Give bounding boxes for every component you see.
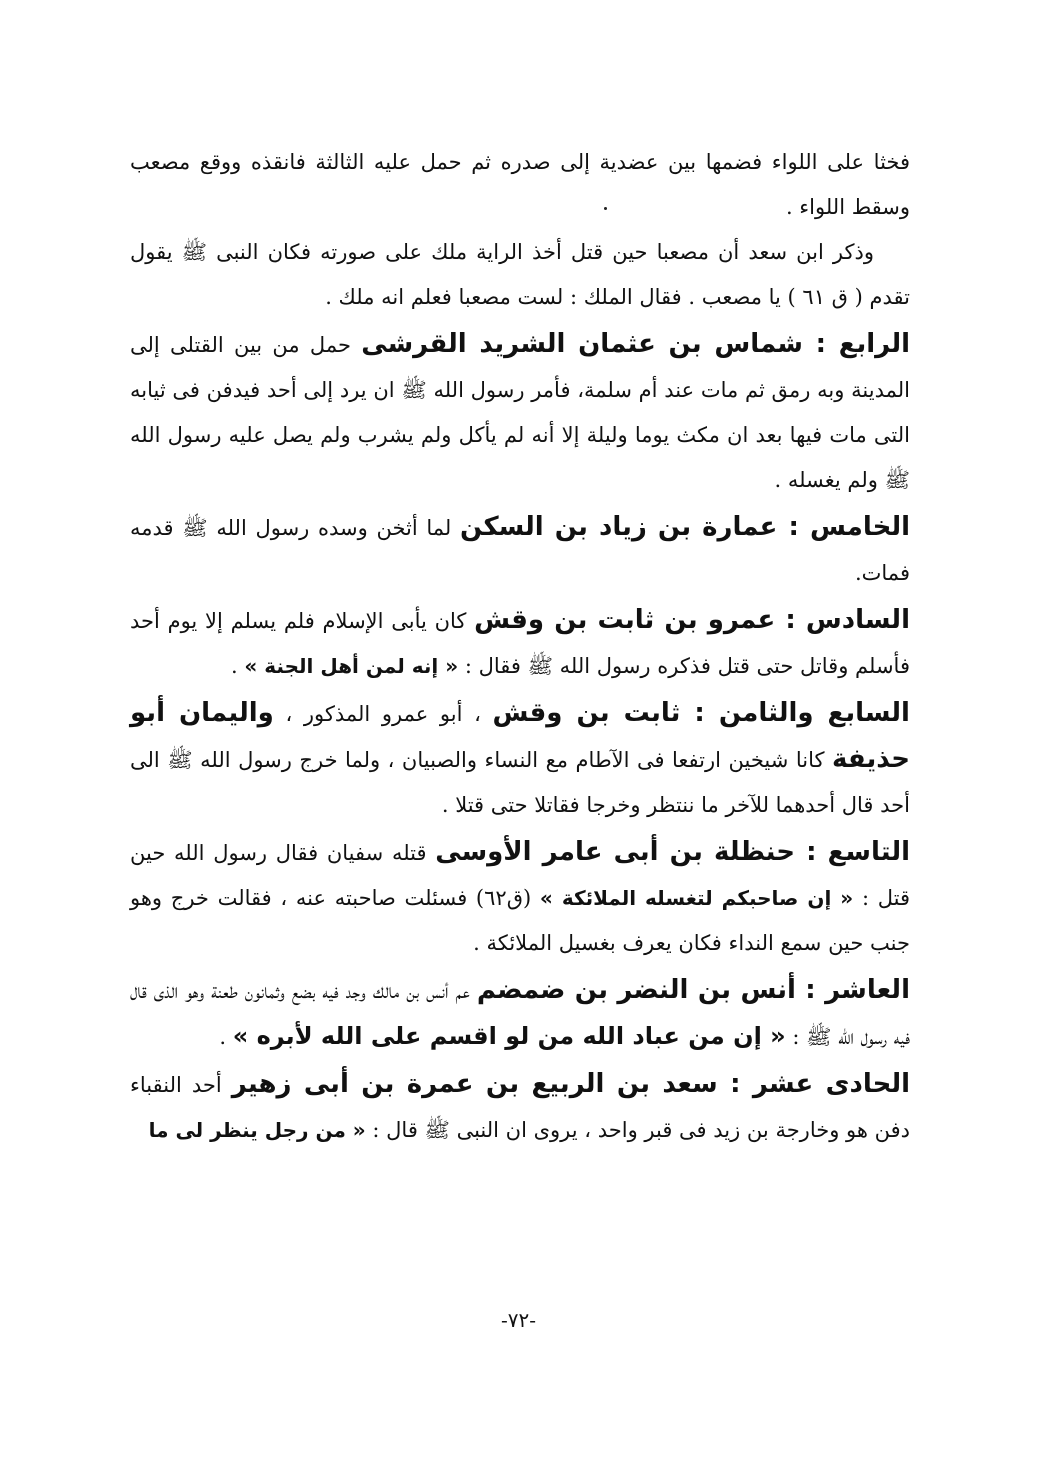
- paragraph-7: [130, 830, 910, 966]
- martyr-heading-5: الخامس : عمارة بن زياد بن السكن: [460, 512, 910, 542]
- paragraph-1-text: فخثا على اللواء فضمها بين عضدية إلى صدره ثم حمل عليه الثالثة فانقذه ووقع مصعب وسقط اللواء .: [130, 150, 910, 219]
- paragraph-4: [130, 505, 910, 596]
- paragraph-4-text: لما أثخن وسده رسول الله ﷺ قدمه فمات.: [130, 516, 910, 585]
- paragraph-6: [130, 691, 910, 828]
- martyr-heading-4: الرابع : شماس بن عثمان الشريد القرشى: [361, 329, 911, 359]
- paragraph-6-text-2: كانا شيخين ارتفعا فى الآطام مع النساء والصبيان ، ولما خرج رسول الله ﷺ الى أحد قال أحدهما للآخر ما ننتظر وخرجا فقاتلا حتى قتلا .: [130, 748, 910, 817]
- paragraph-9: [130, 1062, 910, 1153]
- martyr-heading-9: التاسع : حنظلة بن أبى عامر الأوسى: [435, 837, 910, 867]
- paragraph-5-quote: « إنه لمن أهل الجنة »: [244, 654, 459, 678]
- paragraph-7-quote: « إن صاحبكم لتغسله الملائكة »: [539, 886, 854, 910]
- page-number: -٧٢-: [500, 1308, 536, 1332]
- paragraph-7-end: (ق٦٢) فسئلت صاحبته عنه ، فقالت خرج وهو جنب حين سمع النداء فكان يعرف بغسيل الملائكة .: [130, 886, 910, 955]
- martyr-heading-11: الحادى عشر : سعد بن الربيع بن عمرة بن أبى زهير: [231, 1069, 910, 1099]
- martyr-heading-7-8: السابع والثامن : ثابت بن وقش: [492, 698, 910, 728]
- paragraph-8-text: عم أنس بن مالك وجد فيه بضع وثمانون طعنة وهو الذى قال فيه رسول الله ﷺ :: [130, 979, 910, 1049]
- paragraph-3: [130, 322, 910, 503]
- paragraph-5-text: كان يأبى الإسلام فلم يسلم إلا يوم أحد فأسلم وقاتل حتى قتل فذكره رسول الله ﷺ فقال :: [130, 609, 910, 678]
- martyr-heading-10: العاشر : أنس بن النضر بن ضمضم: [476, 975, 910, 1005]
- paragraph-2: [130, 230, 910, 320]
- paragraph-2-text: وذكر ابن سعد أن مصعبا حين قتل أخذ الراية ملك على صورته فكان النبى ﷺ يقول تقدم ( ق ٦١ ) يا مصعب . فقال الملك : لست مصعبا فعلم انه ملك .: [130, 240, 910, 309]
- paragraph-1: [130, 140, 910, 230]
- martyr-heading-yaman: واليمان أبو حذيفة: [130, 698, 910, 774]
- body-text: [130, 140, 910, 1153]
- paragraph-9-text: أحد النقباء دفن هو وخارجة بن زيد فى قبر واحد ، يروى ان النبى ﷺ قال :: [130, 1073, 910, 1142]
- paragraph-8-end: .: [219, 1025, 227, 1049]
- martyr-heading-6: السادس : عمرو بن ثابت بن وقش: [474, 605, 910, 635]
- paragraph-8: [130, 968, 910, 1060]
- paragraph-6-text-1: ، أبو عمرو المذكور ،: [285, 702, 481, 726]
- paragraph-3-text: حمل من بين القتلى إلى المدينة وبه رمق ثم مات عند أم سلمة، فأمر رسول الله ﷺ ان يرد إلى أحد فيدفن فى ثيابه التى مات فيها بعد ان مكث يوما وليلة إلا أنه لم يأكل ولم يشرب ولم يصل عليه رسول الله ﷺ ولم يغسله .: [130, 333, 910, 492]
- paragraph-8-quote: « إن من عباد الله من لو اقسم على الله لأبره »: [232, 1022, 786, 1050]
- paragraph-5: [130, 598, 910, 689]
- paragraph-9-quote: « من رجل ينظر لى ما: [148, 1118, 366, 1142]
- paragraph-5-end: .: [231, 654, 238, 678]
- paragraph-7-text: قتله سفيان فقال رسول الله حين قتل :: [130, 841, 910, 910]
